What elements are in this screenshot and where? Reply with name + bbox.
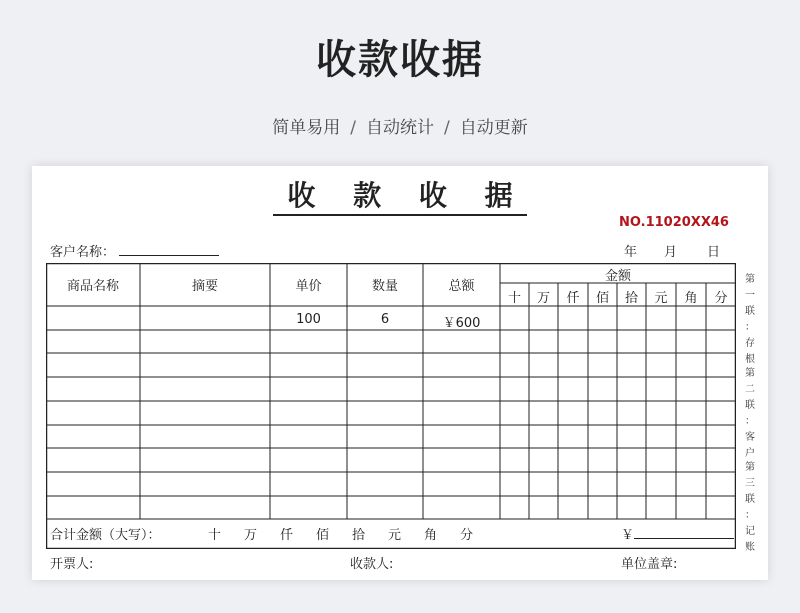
amount-unit-label: 仟 — [566, 291, 580, 306]
page-title: 收款收据 — [316, 37, 484, 83]
date-day: 日 — [707, 245, 721, 260]
column-header-amount: 金额 — [604, 269, 631, 284]
customer-name-field: 客户名称： — [50, 241, 219, 260]
issuer-label: 开票人: — [50, 557, 94, 572]
subtitle-part-3: 自动更新 — [459, 118, 528, 138]
amount-unit-label: 万 — [536, 291, 550, 306]
date-year: 年 — [624, 245, 638, 260]
receipt-title: 收 款 收 据 — [32, 174, 768, 214]
column-header-summary: 摘要 — [191, 279, 218, 294]
total-unit-label: 分 — [460, 528, 474, 543]
row-1-quantity: 6 — [380, 312, 390, 327]
amount-unit-label: 十 — [507, 291, 521, 306]
total-unit-label: 角 — [424, 528, 438, 543]
total-amount-label: 合计金额（大写）： — [50, 528, 161, 543]
amount-unit-label: 拾 — [624, 291, 638, 306]
row-1-total: ￥600 — [442, 316, 481, 331]
total-unit-label: 佰 — [316, 528, 330, 543]
row-1-unit-price: 100 — [296, 312, 321, 327]
payee-label: 收款人: — [350, 557, 394, 572]
page-subtitle — [0, 113, 800, 138]
column-header-quantity: 数量 — [371, 279, 398, 294]
total-unit-label: 万 — [244, 528, 258, 543]
column-header-product: 商品名称 — [66, 279, 119, 294]
copy-label-accounting: 第 三 联 ： 记 账 — [745, 462, 755, 553]
subtitle-part-2: 自动统计 — [366, 118, 434, 138]
date-month: 月 — [664, 245, 678, 260]
amount-unit-label: 佰 — [595, 291, 609, 306]
column-header-unit-price: 单价 — [295, 279, 322, 294]
receipt-number: NO.11020XX46 — [619, 215, 729, 230]
amount-unit-label: 分 — [714, 291, 728, 306]
total-unit-label: 拾 — [352, 528, 366, 543]
amount-unit-label: 元 — [654, 291, 668, 306]
seal-label: 单位盖章: — [621, 557, 678, 572]
subtitle-separator: / — [350, 118, 356, 138]
subtitle-part-1: 简单易用 — [272, 118, 341, 138]
receipt-card — [32, 166, 768, 580]
total-yen-field: ￥ — [621, 524, 734, 543]
column-header-total: 总额 — [448, 279, 475, 294]
total-unit-label: 元 — [388, 528, 402, 543]
subtitle-separator: / — [444, 118, 450, 138]
total-unit-label: 仟 — [280, 528, 294, 543]
copy-label-stub: 第 一 联 ： 存 根 — [745, 274, 755, 365]
amount-unit-label: 角 — [684, 291, 698, 306]
total-unit-label: 十 — [208, 528, 222, 543]
copy-label-customer: 第 二 联 ： 客 户 — [745, 368, 755, 459]
